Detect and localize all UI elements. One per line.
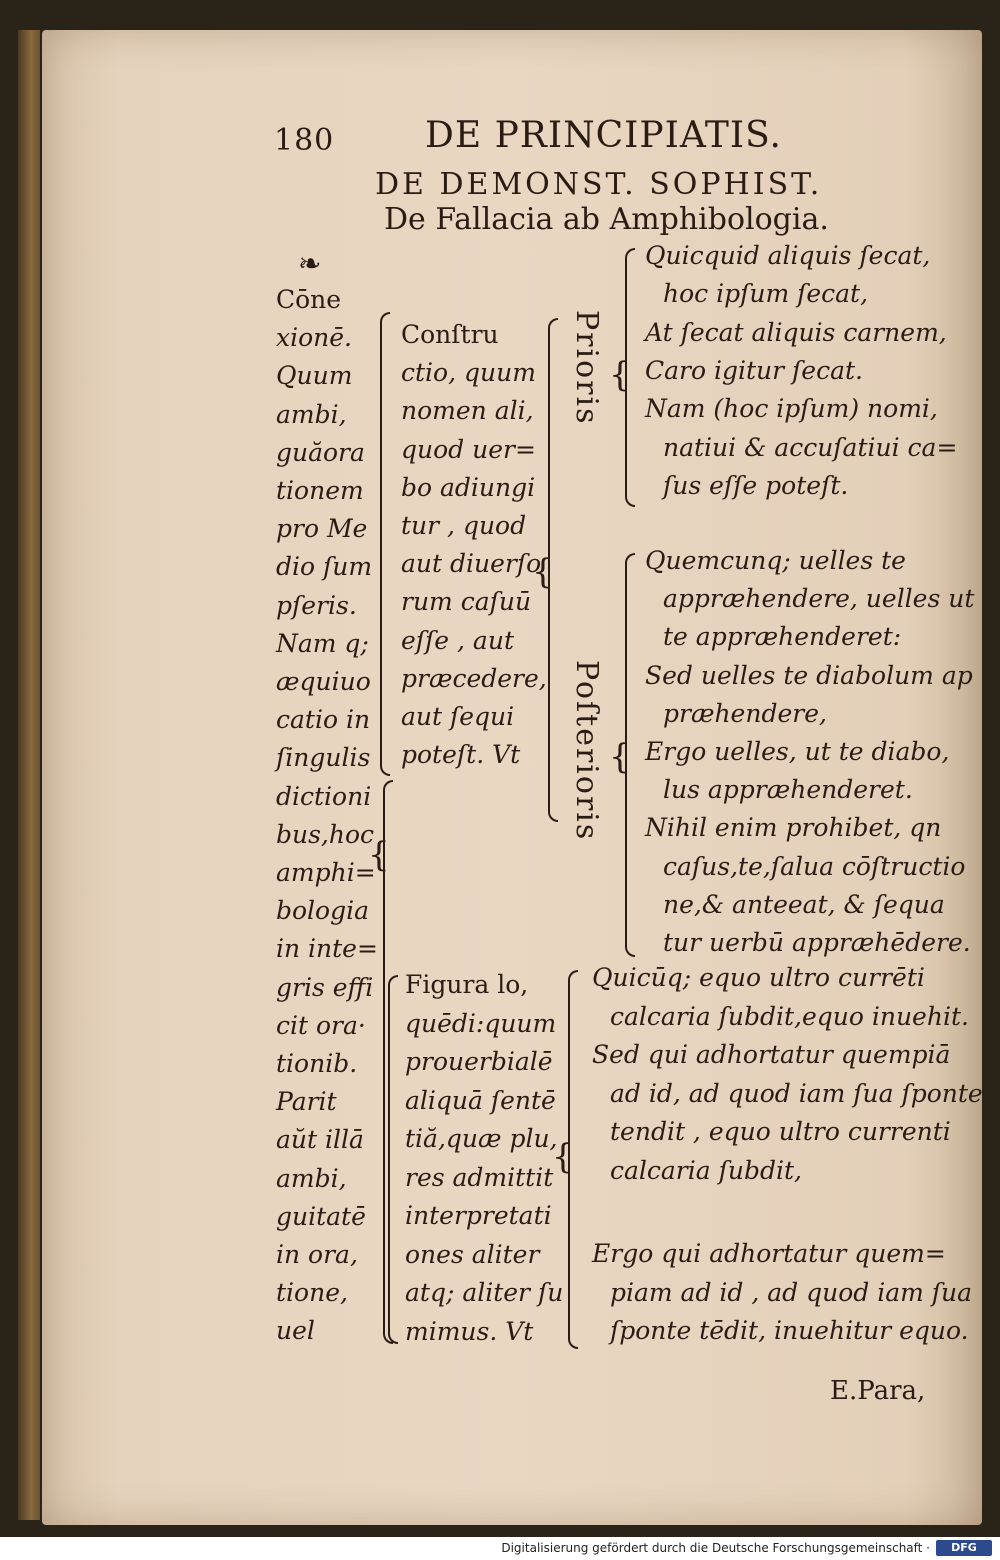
left-column-line: amphi= (276, 858, 376, 887)
brace-figura-text: { (552, 1137, 574, 1177)
left-column-line: æquiuo (276, 667, 371, 696)
book-spine (18, 30, 40, 1520)
construction-line: eſſe , aut (401, 625, 514, 655)
footer-credit: Digitalisierung gefördert durch die Deutsche Forschungsgemeinschaft · (501, 1541, 930, 1555)
construction-line: aut ſequi (401, 702, 515, 731)
prioris-line: At ſecat aliquis carnem, (645, 317, 947, 347)
posterioris-line: Ergo uelles, ut te diabo, (645, 737, 950, 766)
posterioris-line: ne,& anteeat, & ſequa (663, 889, 945, 919)
construction-line: ctio, quum (401, 358, 536, 388)
left-column-line: tione, (276, 1278, 348, 1308)
section-title: DE DEMONST. SOPHIST. (375, 167, 823, 202)
figura-line: quēdi:quum (405, 1008, 557, 1038)
prioris-line: Quicquid aliquis ſecat, (645, 241, 931, 270)
left-column-line: Cōne (276, 285, 342, 314)
figura-line: atq; aliter ſu (405, 1278, 564, 1307)
figura-example-line: calcaria ſubdit, (610, 1155, 802, 1185)
posterioris-line: lus appræhenderet. (663, 775, 913, 805)
posterioris-line: præhendere, (663, 698, 827, 728)
figura-example-line: ſponte tēdit, inuehitur equo. (610, 1316, 969, 1345)
posterioris-line: te appræhenderet: (663, 622, 902, 652)
figura-example-line: calcaria ſubdit,equo inuehit. (610, 1001, 969, 1031)
left-column-line: Parit (276, 1087, 337, 1117)
left-column-line: Nam q; (276, 628, 369, 658)
left-column-line: bologia (276, 896, 370, 926)
left-column-line: aŭt illā (276, 1125, 364, 1155)
left-column-line: in ora, (276, 1240, 358, 1269)
catchword: E.Para, (830, 1376, 926, 1406)
left-column-line: ſingulis (276, 743, 371, 773)
left-column-line: guăora (276, 437, 365, 467)
left-column-line: dictioni (276, 781, 372, 811)
left-column-line: in inte= (276, 934, 378, 964)
prioris-line: natiui & accuſatiui ca= (663, 432, 958, 462)
left-column-line: ambi, (276, 1163, 347, 1193)
figura-line: Figura lo, (405, 970, 529, 999)
posterioris-line: Nihil enim prohibet, qn (645, 813, 942, 843)
figura-line: mimus. Vt (405, 1316, 534, 1346)
left-column-line: uel (276, 1316, 315, 1346)
figura-line: res admittit (405, 1162, 554, 1192)
running-head: DE PRINCIPIATIS. (425, 115, 782, 156)
left-column-line: xionē. (276, 323, 352, 353)
posterioris-line: appræhendere, uelles ut (663, 584, 975, 614)
footer-bar (0, 1537, 1000, 1560)
brace-main: { (368, 835, 390, 875)
left-column-line: guitatē (276, 1201, 366, 1231)
left-column-line: cit ora· (276, 1010, 366, 1040)
figura-line: interpretati (405, 1201, 552, 1230)
label-posterioris: Poſterioris (569, 660, 604, 842)
bracket-construction (380, 312, 390, 776)
figura-example-line: Ergo qui adhortatur quem= (592, 1239, 946, 1268)
dfg-logo: DFG (936, 1540, 992, 1556)
left-column-line: Quum (276, 361, 353, 391)
construction-line: nomen ali, (401, 396, 534, 426)
left-column-line: ambi, (276, 399, 347, 429)
construction-line: tur , quod (401, 511, 527, 540)
posterioris-line: caſus,te,ſalua cōſtructio (663, 851, 966, 881)
left-column-line: pſeris. (276, 590, 357, 620)
figura-line: ones aliter (405, 1239, 540, 1269)
left-column-line: tionib. (276, 1049, 358, 1078)
brace-prioris: { (609, 355, 631, 395)
page-number: 180 (274, 123, 335, 158)
left-column-line: dio ſum (276, 552, 373, 582)
label-prioris: Prioris (569, 310, 604, 426)
brace-posterioris: { (609, 737, 631, 777)
figura-example-line: ad id, ad quod iam ſua ſponte (610, 1078, 983, 1108)
figura-example-line: tendit , equo ultro currenti (610, 1117, 951, 1146)
construction-line: quod uer= (401, 434, 536, 464)
figura-example-line: Quicūq; equo ultro currēti (592, 963, 925, 992)
left-column-line: tionem (276, 476, 364, 505)
prioris-line: Nam (hoc ipſum) nomi, (645, 394, 938, 424)
bracket-figura (388, 975, 398, 1344)
fleuron-ornament: ❧ (298, 247, 322, 280)
construction-line: præcedere, (401, 663, 547, 693)
left-column-line: pro Me (276, 514, 368, 544)
prioris-line: ſus eſſe poteſt. (663, 470, 849, 500)
construction-line: bo adiungi (401, 472, 536, 502)
left-column-line: gris effi (276, 972, 374, 1002)
posterioris-line: tur uerbū appræhēdere. (663, 928, 971, 957)
figura-example-line: Sed qui adhortatur quempiā (592, 1040, 951, 1069)
prioris-line: Caro igitur ſecat. (645, 355, 863, 385)
subtitle: De Fallacia ab Amphibologia. (384, 202, 829, 237)
posterioris-line: Sed uelles te diabolum ap (645, 660, 973, 690)
brace-types: { (532, 552, 554, 592)
figura-line: tiă,quæ plu, (405, 1124, 558, 1153)
left-column-line: bus,hoc (276, 819, 375, 849)
left-column-line: catio in (276, 705, 371, 735)
figura-line: prouerbialē (405, 1047, 553, 1076)
construction-line: poteſt. Vt (401, 740, 521, 770)
figura-line: aliquā ſentē (405, 1085, 556, 1115)
prioris-line: hoc ipſum ſecat, (663, 279, 869, 309)
construction-line: Conſtru (401, 320, 499, 349)
construction-line: rum caſuū (401, 587, 532, 617)
figura-example-line: piam ad id , ad quod iam ſua (610, 1277, 973, 1307)
construction-line: aut diuerſo (401, 549, 542, 579)
posterioris-line: Quemcunq; uelles te (645, 546, 906, 575)
